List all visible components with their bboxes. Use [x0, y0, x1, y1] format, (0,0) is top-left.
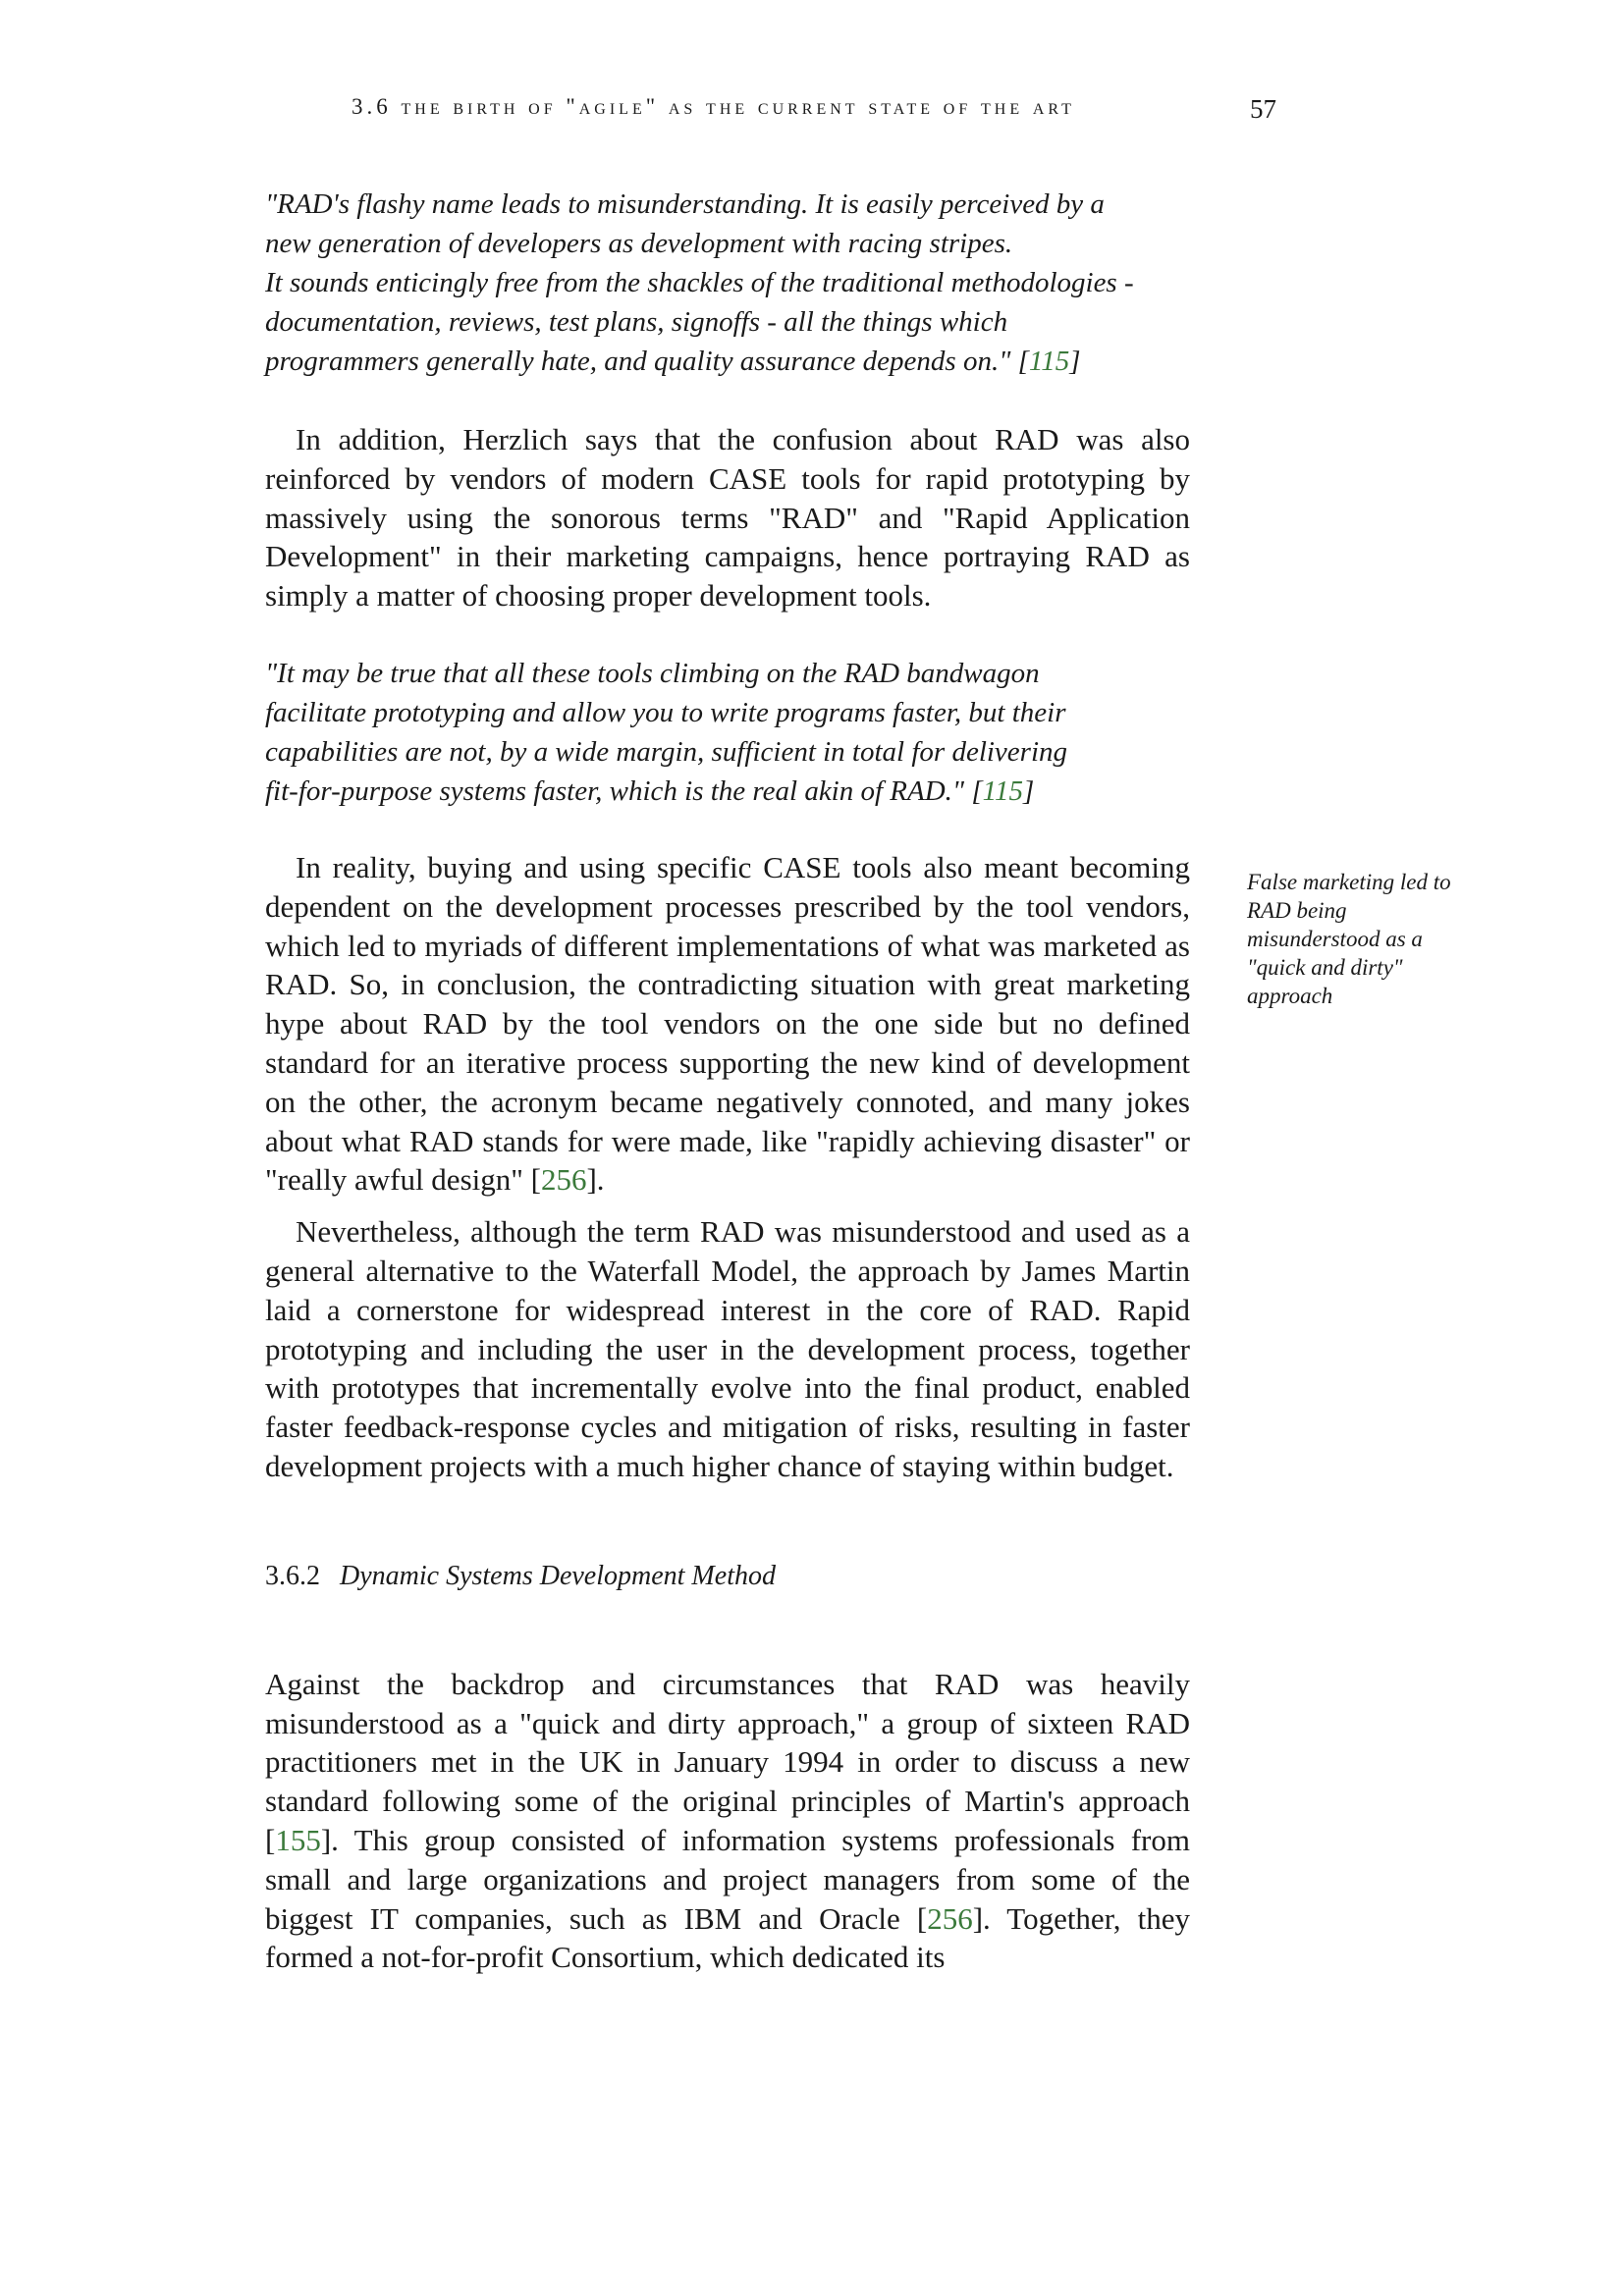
margin-note: False marketing led to RAD being misunderstood as a "quick and dirty" approach — [1247, 870, 1451, 1008]
quote-line: new generation of developers as development with racing stripes. — [265, 228, 1013, 259]
page-header — [265, 94, 1276, 133]
quote-line: It sounds enticingly free from the shackles of the traditional methodologies - — [265, 267, 1134, 298]
quote-line: "It may be true that all these tools climbing on the RAD bandwagon — [265, 657, 1040, 689]
citation-bracket: ]. — [586, 1162, 605, 1198]
paragraph: In addition, Herzlich says that the confusion about RAD was also reinforced by vendors of modern CASE tools for rapid prototyping by massively using the sonorous terms "RAD" and "Rapid Application Development" in their marketing campaigns, hence portraying RAD as simply a matter of choosing proper development tools. — [265, 422, 1190, 614]
quote-text: programmers generally hate, and quality assurance depends on." [ — [265, 346, 1029, 377]
section-heading — [265, 1561, 1190, 1592]
block-quote — [265, 185, 1190, 381]
quote-line-last — [265, 772, 1190, 811]
running-head: 3.6 the birth of "agile" as the current state of the art — [352, 94, 1075, 119]
paragraph-text: In reality, buying and using specific CASE tools also meant becoming dependent on the development processes prescribed by the tool vendors, which led to myriads of different implementations of what was marketed as RAD. So, in conclusion, the contradicting situation with great marketing hype about RAD by the tool vendors on the one side but no defined standard for an iterative process supporting the new kind of development on the other, the acronym became negatively connoted, and many jokes about what RAD stands for were made, like "rapidly achieving disaster" or "really awful design" [ — [265, 849, 1190, 1198]
citation-bracket: ] — [1069, 346, 1081, 377]
paragraph: Nevertheless, although the term RAD was misunderstood and used as a general alternative to the Waterfall Model, the approach by James Martin laid a cornerstone for widespread interest in the core of RAD. Rapid prototyping and including the user in the development process, together with prototypes that incrementally evolve into the final product, enabled faster feedback-response cycles and mitigation of risks, resulting in faster development projects with a much higher chance of staying within budget. — [265, 1214, 1190, 1483]
quote-line: "RAD's flashy name leads to misunderstanding. It is easily perceived by a — [265, 188, 1105, 220]
citation-link[interactable]: 256 — [927, 1900, 973, 1936]
quote-text: fit-for-purpose systems faster, which is the real akin of RAD." [ — [265, 774, 983, 807]
citation-bracket: ] — [1023, 774, 1035, 807]
paragraph-text: Against the backdrop and circumstances that RAD was heavily misunderstood as a "quick and dirty approach," a group of sixteen RAD practitioners met in the UK in January 1994 in order to discuss a new standard following some of the original principles of Martin's approach [ — [265, 1666, 1190, 1857]
paragraph — [265, 848, 1190, 1200]
citation-link[interactable]: 155 — [275, 1822, 321, 1857]
page-number: 57 — [1250, 94, 1276, 124]
citation-link[interactable]: 115 — [982, 774, 1023, 807]
quote-line: facilitate prototyping and allow you to write programs faster, but their — [265, 696, 1066, 728]
quote-line: capabilities are not, by a wide margin, sufficient in total for delivering — [265, 735, 1068, 768]
citation-link[interactable]: 115 — [1028, 346, 1070, 377]
section-number: 3.6.2 — [265, 1560, 320, 1591]
paragraph-text: ]. This group consisted of information systems professionals from small and large organizations and project managers from some of the biggest IT companies, such as IBM and Oracle [ — [265, 1822, 1190, 1936]
citation-link[interactable]: 256 — [540, 1162, 587, 1198]
section-title: Dynamic Systems Development Method — [340, 1560, 776, 1591]
paragraph — [265, 1665, 1190, 1977]
paragraph-text: ]. Together, they formed a not-for-profit Consortium, which dedicated its — [265, 1900, 1190, 1975]
quote-line-last — [265, 342, 1190, 381]
quote-line: documentation, reviews, test plans, signoffs - all the things which — [265, 306, 1008, 338]
main-text — [265, 185, 1190, 1977]
block-quote — [265, 654, 1190, 811]
